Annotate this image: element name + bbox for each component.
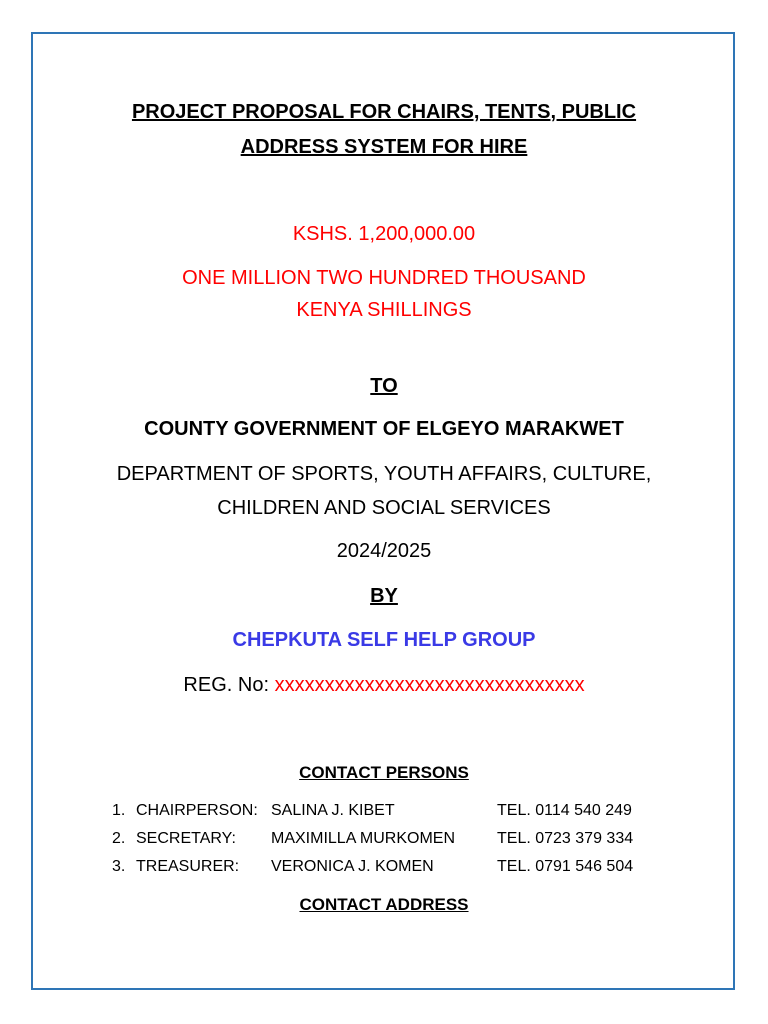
list-item [112, 853, 712, 881]
contact-phone: TEL. 0114 540 249 [497, 802, 632, 819]
contact-name: SALINA J. KIBET [271, 802, 395, 819]
contact-address-heading: CONTACT ADDRESS [299, 895, 469, 914]
contact-phone: TEL. 0723 379 334 [497, 830, 634, 847]
contact-name: VERONICA J. KOMEN [271, 858, 434, 875]
contact-role: SECRETARY: [136, 830, 236, 847]
group-name: CHEPKUTA SELF HELP GROUP [232, 629, 536, 651]
department-name: DEPARTMENT OF SPORTS, YOUTH AFFAIRS, CULTURE, CHILDREN AND SOCIAL SERVICES [116, 463, 652, 519]
reg-label: REG. No: [183, 674, 275, 696]
to-label: TO [370, 375, 398, 397]
by-label: BY [370, 585, 398, 607]
contact-name: MAXIMILLA MURKOMEN [271, 830, 456, 847]
contact-number: 3. [112, 858, 126, 875]
contact-number: 1. [112, 802, 126, 819]
contact-persons-list [112, 797, 712, 881]
contact-role: TREASURER: [136, 858, 240, 875]
recipient-name: COUNTY GOVERNMENT OF ELGEYO MARAKWET [144, 418, 624, 440]
contact-number: 2. [112, 830, 126, 847]
contact-role: CHAIRPERSON: [136, 802, 258, 819]
list-item [112, 797, 712, 825]
registration-number [31, 669, 737, 701]
amount-figure: KSHS. 1,200,000.00 [292, 223, 476, 245]
contact-persons-heading: CONTACT PERSONS [299, 763, 469, 782]
list-item [112, 825, 712, 853]
reg-value: xxxxxxxxxxxxxxxxxxxxxxxxxxxxxxx [274, 674, 585, 696]
financial-year: 2024/2025 [336, 540, 432, 562]
contact-phone: TEL. 0791 546 504 [497, 858, 634, 875]
proposal-title: PROJECT PROPOSAL FOR CHAIRS, TENTS, PUBLIC ADDRESS SYSTEM FOR HIRE [131, 101, 637, 158]
amount-in-words: ONE MILLION TWO HUNDRED THOUSAND KENYA SHILLINGS [182, 267, 586, 321]
